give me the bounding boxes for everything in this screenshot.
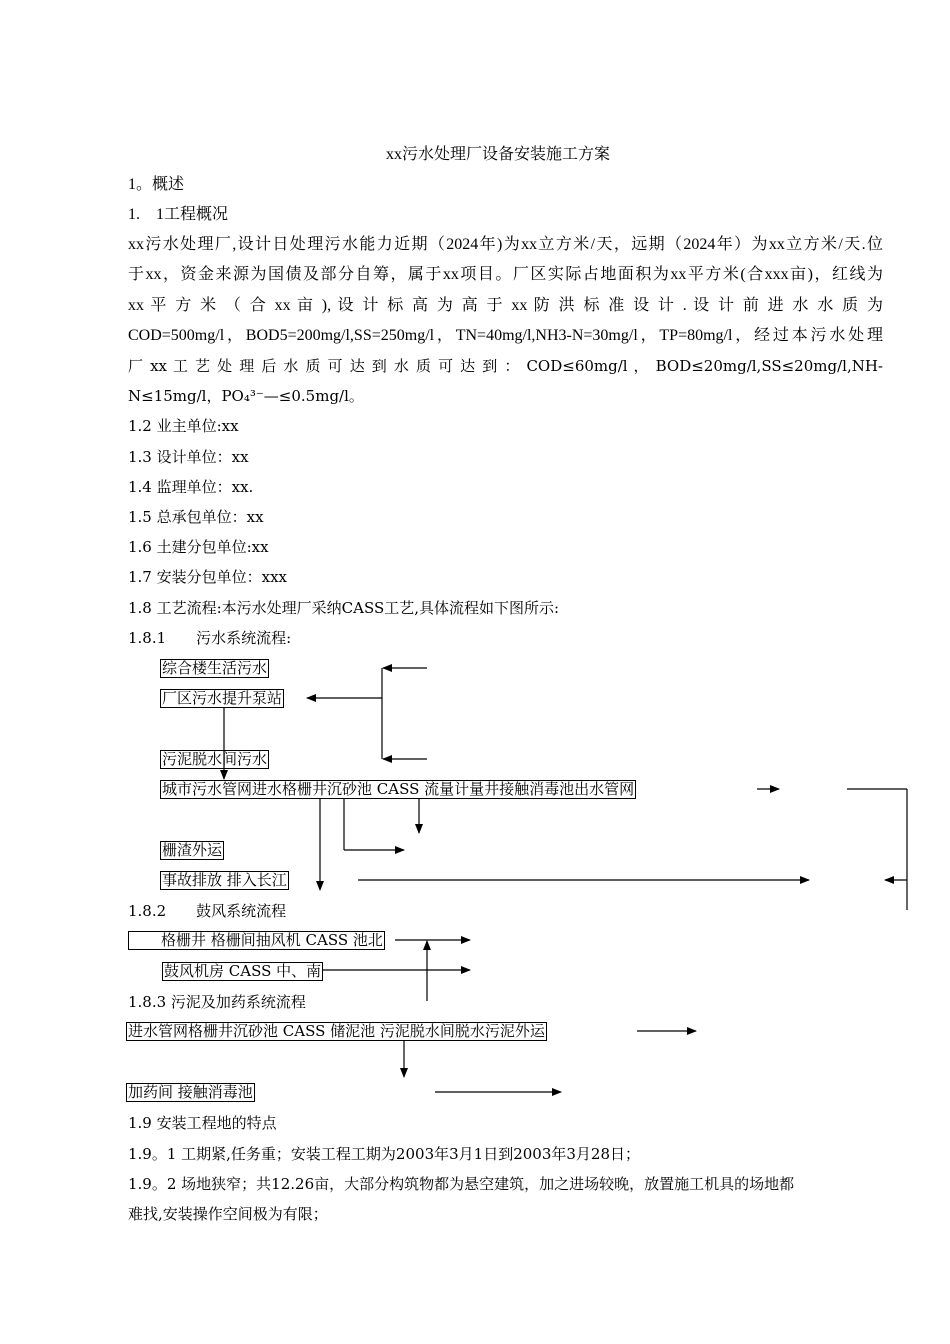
general-contractor: 1.5 总承包单位：xx	[128, 508, 264, 526]
overview-line-6: N≤15mg/l，PO₄³⁻—≤0.5mg/l。	[128, 387, 364, 405]
flow-blower-room: 鼓风机房 CASS 中、南	[164, 962, 322, 980]
flow-screenings-out: 栅渣外运	[162, 841, 223, 859]
sewage-flow-heading: 1.8.1 污水系统流程:	[128, 629, 292, 647]
feature-1-9-1: 1.9。1 工期紧,任务重；安装工程工期为2003年3月1日到2003年3月28日；	[128, 1145, 641, 1163]
process-flow-intro: 1.8 工艺流程:本污水处理厂采纳CASS工艺,具体流程如下图所示:	[128, 599, 560, 617]
document-title: xx污水处理厂设备安装施工方案	[386, 146, 611, 163]
blower-flow-heading: 1.8.2 鼓风系统流程	[128, 902, 287, 920]
overview-line-4: COD=500mg/l，BOD5=200mg/l,SS=250mg/l，TN=40mg/l,NH3-N=30mg/l，TP=80mg/l，经过本污水处理	[128, 327, 883, 344]
flow-emergency-discharge: 事故排放 排入长江	[162, 871, 287, 889]
overview-line-2: 于xx，资金来源为国债及部分自筹，属于xx项目。厂区实际占地面积为xx平方米(合xxx亩)，红线为	[128, 266, 883, 283]
installation-subcontractor: 1.7 安装分包单位：xxx	[128, 568, 288, 586]
overview-line-1: xx污水处理厂,设计日处理污水能力近期（2024年)为xx立方米/天，远期（2024年）为xx立方米/天.位	[128, 236, 883, 253]
flow-main-sewage-line: 城市污水管网进水格栅井沉砂池 CASS 流量计量井接触消毒池出水管网	[162, 780, 635, 798]
flow-sludge-main: 进水管网格栅井沉砂池 CASS 储泥池 污泥脱水间脱水污泥外运	[128, 1022, 545, 1040]
flow-domestic-sewage: 综合楼生活污水	[162, 659, 268, 677]
section-1-9-heading: 1.9 安装工程地的特点	[128, 1114, 277, 1132]
overview-line-3: xx 平 方 米 （ 合 xx 亩 ), 设 计 标 高 为 高 于 xx 防 洪 标 准 设 计 . 设 计 前 进 水 水 质 为	[128, 297, 883, 314]
feature-1-9-2-line-2: 难找,安装操作空间极为有限；	[128, 1205, 328, 1223]
supervision-unit: 1.4 监理单位：xx.	[128, 478, 254, 496]
overview-line-5: 厂 xx 工 艺 处 理 后 水 质 可 达 到 水 质 可 达 到 ： COD≤60mg/l ， BOD≤20mg/l,SS≤20mg/l,NH-	[128, 357, 883, 375]
flow-cass-north: 格栅井 格栅间抽风机 CASS 池北	[128, 931, 385, 950]
owner-unit: 1.2 业主单位:xx	[128, 417, 239, 435]
sludge-dosing-heading: 1.8.3 污泥及加药系统流程	[128, 993, 306, 1011]
section-1-1-heading: 1. 1工程概况	[128, 206, 229, 223]
section-1-heading: 1。概述	[128, 176, 185, 193]
flow-pump-station: 厂区污水提升泵站	[162, 689, 283, 707]
flow-sludge-dewatering-sewage: 污泥脱水间污水	[162, 750, 268, 768]
feature-1-9-2-line-1: 1.9。2 场地狭窄；共12.26亩，大部分构筑物都为悬空建筑，加之进场较晚，放置施工机具的场地都	[128, 1175, 795, 1193]
civil-subcontractor: 1.6 土建分包单位:xx	[128, 538, 269, 556]
flow-dosing-room: 加药间 接触消毒池	[128, 1083, 253, 1101]
design-unit: 1.3 设计单位：xx	[128, 448, 249, 466]
